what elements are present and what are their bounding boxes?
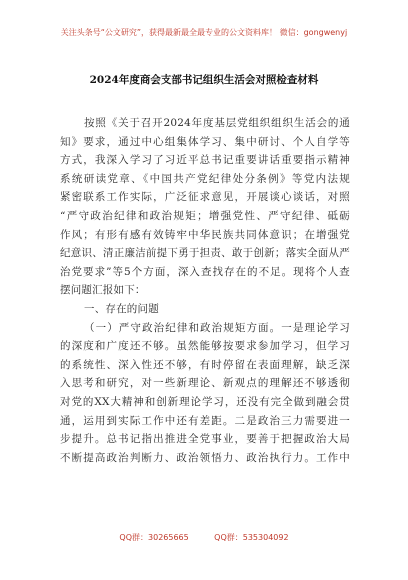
body-line: （一）严守政治纪律和政治规矩方面。一是理论学习	[84, 321, 350, 334]
body-line: 方式，我深入学习了习近平总书记重要讲话重要指示精神	[60, 154, 350, 167]
body-line: 知》要求，通过中心组集体学习、集中研讨、个人自学等	[60, 135, 350, 148]
top-banner: 关注头条号“公文研究”，获得最新最全最专业的公文资料库！ 微信：gongwenyj	[60, 28, 348, 37]
body-line: 按照《关于召开2024年度基层党组织组织生活会的通	[84, 117, 350, 129]
body-line: 作风；有形有感有效铸牢中华民族共同体意识；在增强党	[60, 228, 350, 241]
body-line: “严守政治纪律和政治规矩；增强党性、严守纪律、砥砺	[60, 209, 350, 222]
body-line: 不断提高政治判断力、政治领悟力、政治执行力。工作中	[60, 451, 350, 464]
body-line: 步提升。总书记指出推进全党事业，要善于把握政治大局	[60, 433, 350, 446]
body-line: 的深度和广度还不够。虽然能够按要求参加学习，但学习	[60, 340, 350, 353]
footer-qq-groups: QQ群：30265665 QQ群：535304092	[119, 533, 289, 542]
body-line: 治党要求”等5个方面，深入查找存在的不足。现将个人查	[60, 265, 350, 278]
body-line: 摆问题汇报如下：	[60, 284, 146, 297]
body-line: 纪意识、清正廉洁前提下勇于担责、敢于创新；落实全面从严	[60, 247, 350, 260]
body-line: 的系统性、深入性还不够，有时停留在表面理解，缺乏深	[60, 358, 350, 371]
body-line: 入思考和研究，对一些新理论、新观点的理解还不够透彻	[60, 377, 350, 390]
body-line: 通，运用到实际工作中还有差距。二是政治三力需要进一	[60, 414, 350, 427]
document-body	[60, 114, 350, 467]
body-line: 系统研读党章、《中国共产党纪律处分条例》等党内法规	[60, 172, 350, 185]
body-line: 紧密联系工作实际，广泛征求意见，开展谈心谈话，对照	[60, 191, 350, 204]
section-heading: 一、存在的问题	[84, 302, 159, 315]
body-line: 对党的XX大精神和创新理论学习，还没有完全做到融会贯	[60, 395, 350, 408]
document-title: 2024年度商会支部书记组织生活会对照检查材料	[89, 74, 319, 86]
